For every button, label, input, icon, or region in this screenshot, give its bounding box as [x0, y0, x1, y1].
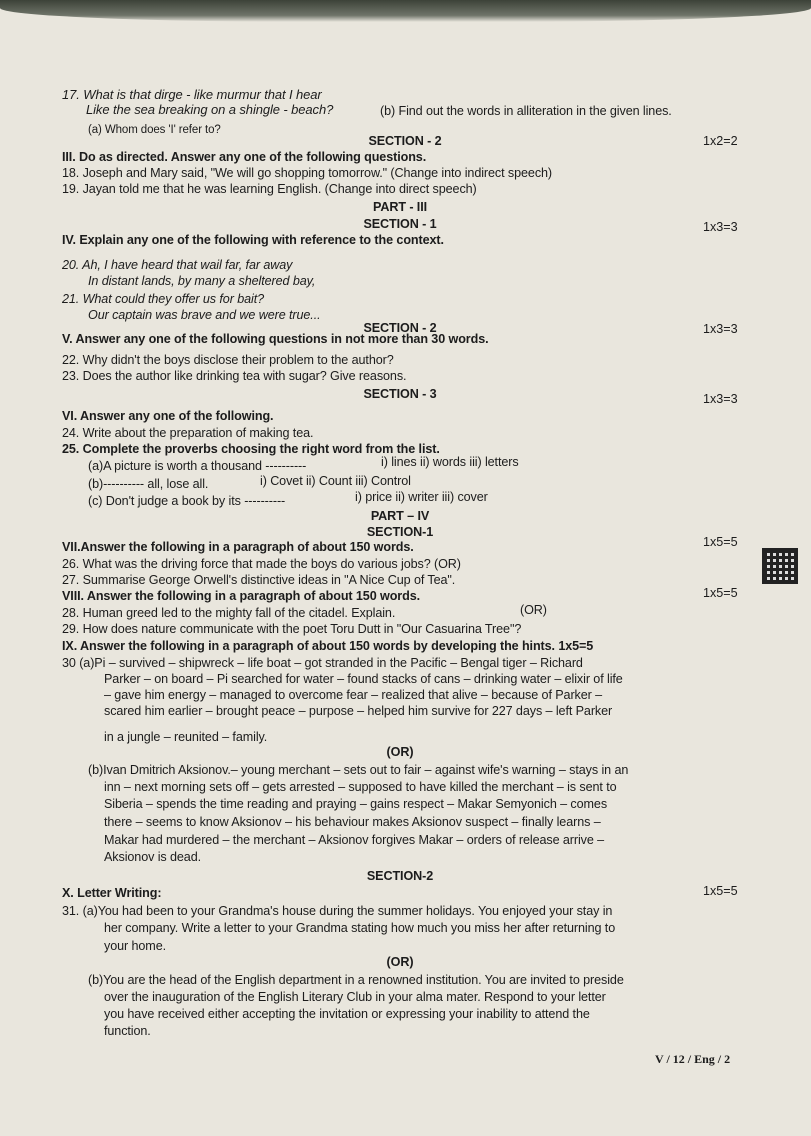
- q22: 22. Why didn't the boys disclose their problem to the author?: [62, 353, 394, 367]
- q30b-line5: Makar had murdered – the merchant – Aksionov forgives Makar – orders of release arrive –: [104, 833, 605, 847]
- q31a-line2: her company. Write a letter to your Grandma stating how much you miss her after returning to: [104, 921, 616, 935]
- q17-part-b: (b) Find out the words in alliteration in the given lines.: [380, 104, 672, 118]
- q31b-line3: you have received either accepting the invitation or expressing your inability to attend the: [104, 1007, 590, 1021]
- section-1-marks: 1x3=3: [703, 220, 738, 234]
- q3-heading: III. Do as directed. Answer any one of the following questions.: [62, 150, 427, 164]
- q19: 19. Jayan told me that he was learning English. (Change into direct speech): [62, 182, 477, 196]
- q21-line2: Our captain was brave and we were true...: [88, 308, 321, 322]
- page-footer-code: V / 12 / Eng / 2: [655, 1052, 731, 1066]
- q4-heading: IV. Explain any one of the following with reference to the context.: [62, 233, 444, 247]
- q26: 26. What was the driving force that made the boys do various jobs? (OR): [62, 557, 461, 571]
- q17-part-a: (a) Whom does 'I' refer to?: [88, 124, 221, 136]
- q29: 29. How does nature communicate with the poet Toru Dutt in "Our Casuarina Tree"?: [62, 622, 522, 636]
- q18: 18. Joseph and Mary said, "We will go shopping tomorrow." (Change into indirect speech): [62, 166, 553, 180]
- q25b-options: i) Covet ii) Count iii) Control: [260, 474, 411, 488]
- q30a-line3: – gave him energy – managed to overcome fear – realized that alive – because of Parker –: [104, 688, 603, 702]
- q24: 24. Write about the preparation of making tea.: [62, 426, 314, 440]
- q28-or: (OR): [520, 603, 547, 617]
- q8-marks: 1x5=5: [703, 586, 738, 600]
- q25a-options: i) lines ii) words iii) letters: [381, 455, 519, 469]
- section-3-marks: 1x3=3: [703, 392, 738, 406]
- part-4-heading: PART – IV: [370, 509, 430, 523]
- q27: 27. Summarise George Orwell's distinctive ideas in "A Nice Cup of Tea".: [62, 573, 456, 587]
- q31a-line1: 31. (a)You had been to your Grandma's house during the summer holidays. You enjoyed your stay in: [62, 904, 613, 918]
- section-2-b-marks: 1x3=3: [703, 322, 738, 336]
- q5-heading: V. Answer any one of the following questions in not more than 30 words.: [62, 332, 489, 346]
- q7-heading: VII.Answer the following in a paragraph of about 150 words.: [62, 540, 414, 554]
- q10-marks: 1x5=5: [703, 884, 738, 898]
- q30a-line2: Parker – on board – Pi searched for water – found stacks of cans – drinking water – elixir of life: [104, 672, 623, 686]
- q21-line1: 21. What could they offer us for bait?: [62, 292, 265, 306]
- q30a-line5: in a jungle – reunited – family.: [104, 730, 268, 744]
- q17-line2: Like the sea breaking on a shingle - beach?: [86, 102, 334, 117]
- q7-marks: 1x5=5: [703, 535, 738, 549]
- q30-or: (OR): [386, 745, 414, 759]
- q8-heading: VIII. Answer the following in a paragraph of about 150 words.: [62, 589, 420, 603]
- q30b-line4: there – seems to know Aksionov – his behaviour makes Aksionov suspect – finally learns –: [104, 815, 601, 829]
- q20-line2: In distant lands, by many a sheltered bay,: [88, 274, 316, 288]
- section-1-heading: SECTION - 1: [363, 217, 437, 231]
- section-2-b-heading: SECTION - 2: [363, 321, 437, 335]
- q23: 23. Does the author like drinking tea with sugar? Give reasons.: [62, 369, 407, 383]
- q31b-line1: (b)You are the head of the English department in a renowned institution. You are invited to preside: [88, 973, 624, 987]
- q30b-line3: Siberia – spends the time reading and praying – gains respect – Makar Semyonich – comes: [104, 797, 608, 811]
- q31b-line2: over the inauguration of the English Literary Club in your alma mater. Respond to your letter: [104, 990, 606, 1004]
- q25b-text: (b)---------- all, lose all.: [88, 477, 209, 491]
- part-3-heading: PART - III: [372, 200, 428, 214]
- section-2-marks: 1x2=2: [703, 134, 738, 148]
- q28: 28. Human greed led to the mighty fall of the citadel. Explain.: [62, 606, 396, 620]
- q31a-line3: your home.: [104, 939, 166, 953]
- q25c-options: i) price ii) writer iii) cover: [355, 490, 488, 504]
- q25c-text: (c) Don't judge a book by its ----------: [88, 494, 286, 508]
- q30b-line2: inn – next morning sets off – gets arrested – supposed to have killed the merchant – is sent to: [104, 780, 617, 794]
- section-3-heading: SECTION - 3: [363, 387, 437, 401]
- q10-heading: X. Letter Writing:: [62, 886, 162, 900]
- q17-line1: 17. What is that dirge - like murmur that I hear: [62, 87, 322, 102]
- qr-code-icon: [762, 548, 798, 584]
- q25a-text: (a)A picture is worth a thousand ----------: [88, 459, 307, 473]
- q9-heading: IX. Answer the following in a paragraph of about 150 words by developing the hints. 1x5=5: [62, 639, 594, 653]
- q30b-line1: (b)Ivan Dmitrich Aksionov.– young merchant – sets out to fair – against wife's warning – stays in an: [88, 763, 629, 777]
- q30a-line1: 30 (a)Pi – survived – shipwreck – life boat – got stranded in the Pacific – Bengal tiger – Richard: [62, 656, 583, 670]
- q30b-line6: Aksionov is dead.: [104, 850, 202, 864]
- q6-heading: VI. Answer any one of the following.: [62, 409, 274, 423]
- q31-or: (OR): [386, 955, 414, 969]
- q30a-line4: scared him earlier – brought peace – purpose – helped him survive for 227 days – left Parker: [104, 704, 613, 718]
- section-2-heading: SECTION - 2: [368, 134, 442, 148]
- section-1-b-heading: SECTION-1: [366, 525, 434, 539]
- section-2-c-heading: SECTION-2: [366, 869, 434, 883]
- q20-line1: 20. Ah, I have heard that wail far, far away: [62, 258, 293, 272]
- q31b-line4: function.: [104, 1024, 151, 1038]
- q25: 25. Complete the proverbs choosing the right word from the list.: [62, 442, 440, 456]
